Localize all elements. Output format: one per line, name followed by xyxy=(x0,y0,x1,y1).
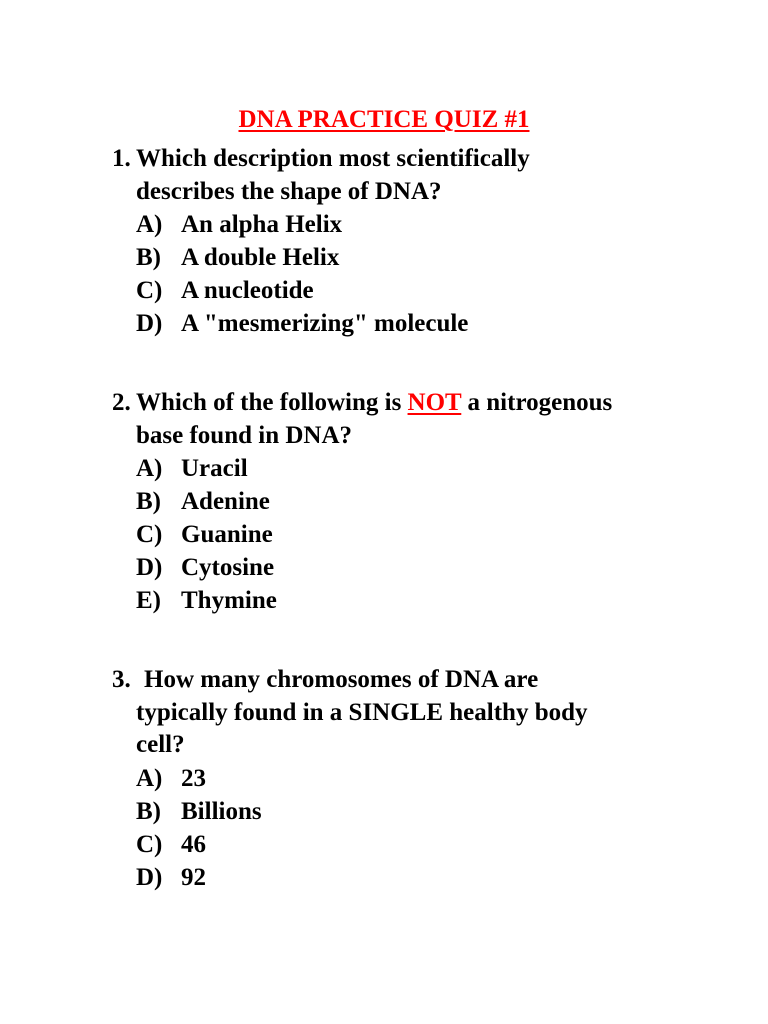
question-1-text-line-2: describes the shape of DNA? xyxy=(136,177,442,205)
quiz-title: DNA PRACTICE QUIZ #1 xyxy=(238,106,530,133)
question-2-option-a xyxy=(112,452,712,485)
option-letter: C) xyxy=(136,830,163,858)
option-text: Uracil xyxy=(181,455,248,482)
option-letter: D) xyxy=(136,863,163,891)
question-3-text-line-2: typically found in a SINGLE healthy body xyxy=(136,698,588,726)
question-3-option-a xyxy=(112,762,712,795)
option-letter: B) xyxy=(136,488,161,515)
question-2-line-2 xyxy=(112,420,712,453)
option-letter: C) xyxy=(136,521,163,548)
option-letter: B) xyxy=(136,797,161,825)
question-2-option-d xyxy=(112,551,712,584)
question-2-line-1 xyxy=(112,387,712,420)
option-text: 46 xyxy=(181,830,206,858)
option-letter: A) xyxy=(136,455,163,482)
emphasis-not: NOT xyxy=(407,389,462,416)
question-2-text-after: a nitrogenous xyxy=(461,389,613,416)
option-text: A nucleotide xyxy=(181,277,314,304)
option-text: Guanine xyxy=(181,521,273,548)
option-letter: B) xyxy=(136,244,161,271)
question-3-line-2 xyxy=(112,697,712,730)
question-1-line-2 xyxy=(112,176,712,209)
question-2-number: 2. xyxy=(112,389,131,416)
question-1-option-a xyxy=(112,208,712,241)
question-3-option-c xyxy=(112,828,712,861)
question-1-option-d xyxy=(112,307,712,340)
question-3-line-1 xyxy=(112,664,712,697)
question-1-text-line-1: Which description most scientifically xyxy=(136,145,530,172)
option-text: 92 xyxy=(181,863,206,891)
option-text: Cytosine xyxy=(181,554,275,581)
question-3-option-d xyxy=(112,861,712,894)
question-3 xyxy=(112,664,712,894)
option-text: Billions xyxy=(181,797,262,825)
option-text: Adenine xyxy=(181,488,270,515)
option-text: An alpha Helix xyxy=(181,211,343,238)
question-2-text-before: Which of the following is xyxy=(136,389,408,416)
option-text: A double Helix xyxy=(181,244,340,271)
option-letter: A) xyxy=(136,211,163,238)
question-3-text-line-1: How many chromosomes of DNA are xyxy=(144,666,539,693)
option-text: A "mesmerizing" molecule xyxy=(181,310,469,337)
question-1-option-c xyxy=(112,274,712,307)
question-3-text-line-3: cell? xyxy=(136,731,185,758)
question-2-option-c xyxy=(112,518,712,551)
option-letter: C) xyxy=(136,277,163,304)
option-text: 23 xyxy=(181,764,206,792)
question-1-number: 1. xyxy=(112,145,131,172)
question-2-text-line-2: base found in DNA? xyxy=(136,421,353,449)
question-3-line-3 xyxy=(112,729,712,762)
question-1-option-b xyxy=(112,241,712,274)
option-text: Thymine xyxy=(181,587,277,614)
question-2-text-line-1 xyxy=(136,387,612,420)
option-letter: D) xyxy=(136,310,163,337)
option-letter: D) xyxy=(136,554,163,581)
question-1 xyxy=(112,143,712,340)
question-3-option-b xyxy=(112,795,712,828)
question-3-number: 3. xyxy=(112,666,131,693)
question-2 xyxy=(112,387,712,617)
question-2-option-b xyxy=(112,485,712,518)
option-letter: A) xyxy=(136,764,163,792)
question-1-line-1 xyxy=(112,143,712,176)
question-2-option-e xyxy=(112,584,712,617)
option-letter: E) xyxy=(136,587,161,614)
